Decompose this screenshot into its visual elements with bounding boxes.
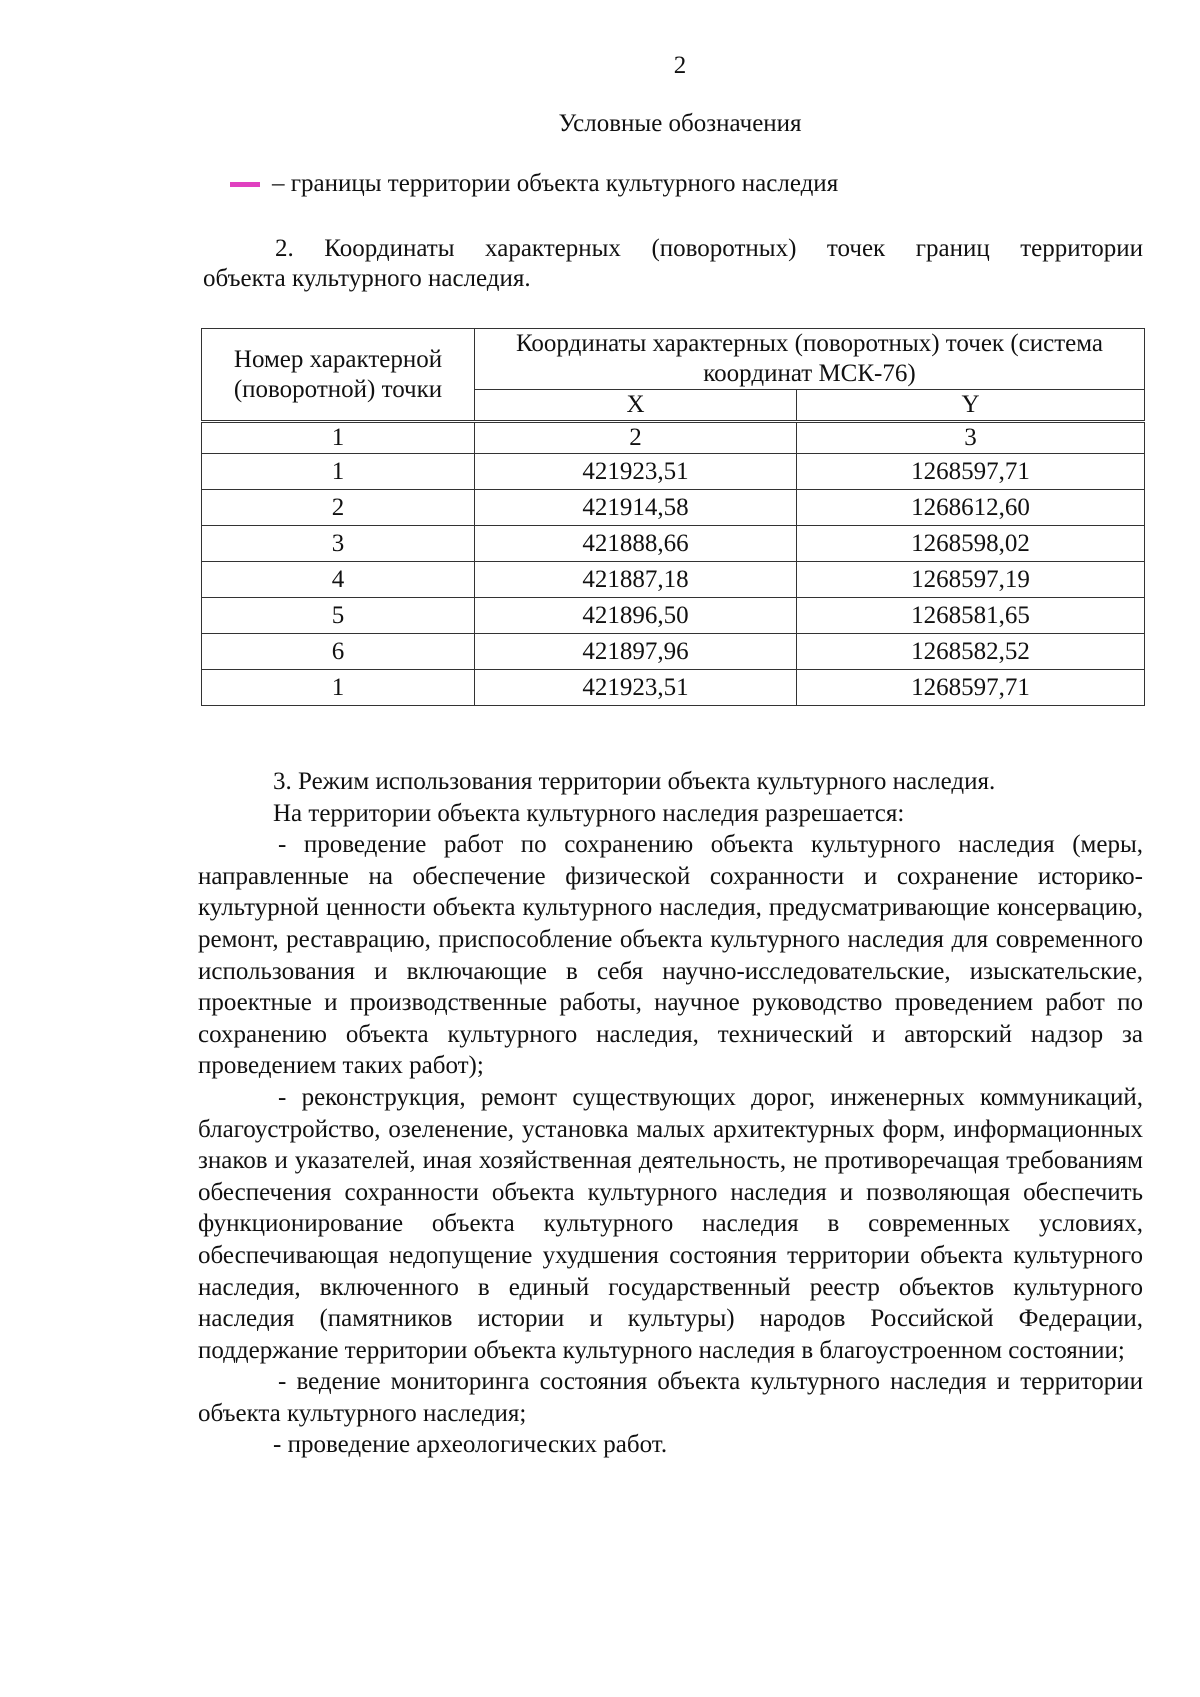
column-numbering-row — [202, 422, 1145, 454]
point-number-cell: 3 — [202, 526, 475, 562]
x-cell: 421888,66 — [475, 526, 797, 562]
point-number-cell: 4 — [202, 562, 475, 598]
x-cell: 421896,50 — [475, 598, 797, 634]
magenta-line-icon — [230, 182, 260, 187]
table-row — [202, 634, 1145, 670]
legend-item-label: – границы территории объекта культурного наследия — [272, 170, 839, 197]
point-number-cell: 5 — [202, 598, 475, 634]
table-row — [202, 490, 1145, 526]
page-number: 2 — [673, 52, 687, 79]
list-item: - проведение археологических работ. — [273, 1431, 668, 1459]
section-2-heading-continuation: объекта культурного наследия. — [203, 265, 531, 292]
list-item: - проведение работ по сохранению объекта культурного наследия (меры, направленные на обеспечение физической сохранности и сохранение историко-культурной ценности объекта культурного наследия, предусматривающие консервацию, ремонт, реставрацию, приспособление объекта культурного наследия для современного использования и включающие в себя научно-исследовательские, изыскательские, проектные и производственные работы, научное руководство проведением работ по сохранению объекта культурного наследия, технический и авторский надзор за проведением таких работ); — [198, 831, 1143, 1080]
x-cell: 421897,96 — [475, 634, 797, 670]
header-point-number: Номер характерной (поворотной) точки — [202, 329, 475, 422]
x-cell: 421923,51 — [475, 670, 797, 706]
point-number-cell: 1 — [202, 670, 475, 706]
legend-title: Условные обозначения — [558, 110, 802, 137]
header-y: Y — [797, 390, 1145, 422]
table-row — [202, 562, 1145, 598]
y-cell: 1268581,65 — [797, 598, 1145, 634]
point-number-cell: 2 — [202, 490, 475, 526]
table-row — [202, 454, 1145, 490]
section-3-heading: 3. Режим использования территории объекта культурного наследия. — [273, 768, 996, 795]
section-2-heading: 2. Координаты характерных (поворотных) точек границ территории — [275, 235, 1143, 262]
coordinates-table — [201, 328, 1145, 706]
x-cell: 421887,18 — [475, 562, 797, 598]
column-number: 1 — [202, 422, 475, 454]
header-coordinates: Координаты характерных (поворотных) точек (система координат МСК-76) — [475, 329, 1145, 390]
legend-item — [230, 170, 838, 198]
header-x: X — [475, 390, 797, 422]
column-number: 3 — [797, 422, 1145, 454]
list-item: - ведение мониторинга состояния объекта культурного наследия и территории объекта культурного наследия; — [198, 1368, 1143, 1427]
y-cell: 1268598,02 — [797, 526, 1145, 562]
point-number-cell: 6 — [202, 634, 475, 670]
section-3-intro: На территории объекта культурного наследия разрешается: — [273, 799, 905, 827]
x-cell: 421914,58 — [475, 490, 797, 526]
table-row — [202, 526, 1145, 562]
column-number: 2 — [475, 422, 797, 454]
y-cell: 1268597,71 — [797, 454, 1145, 490]
section-2 — [203, 234, 1143, 294]
table-row — [202, 670, 1145, 706]
point-number-cell: 1 — [202, 454, 475, 490]
list-item: - реконструкция, ремонт существующих дорог, инженерных коммуникаций, благоустройство, озеленение, установка малых архитектурных форм, информационных знаков и указателей, иная хозяйственная деятельность, не противоречащая требованиям обеспечения сохранности объекта культурного наследия и позволяющая обеспечить функционирование объекта культурного наследия в современных условиях, обеспечивающая недопущение ухудшения состояния территории объекта культурного наследия, включенного в единый государственный реестр объектов культурного наследия (памятников истории и культуры) народов Российской Федерации, поддержание территории объекта культурного наследия в благоустроенном состоянии; — [198, 1083, 1143, 1364]
y-cell: 1268582,52 — [797, 634, 1145, 670]
section-3 — [198, 766, 1143, 1461]
y-cell: 1268612,60 — [797, 490, 1145, 526]
x-cell: 421923,51 — [475, 454, 797, 490]
y-cell: 1268597,71 — [797, 670, 1145, 706]
y-cell: 1268597,19 — [797, 562, 1145, 598]
table-row — [202, 598, 1145, 634]
